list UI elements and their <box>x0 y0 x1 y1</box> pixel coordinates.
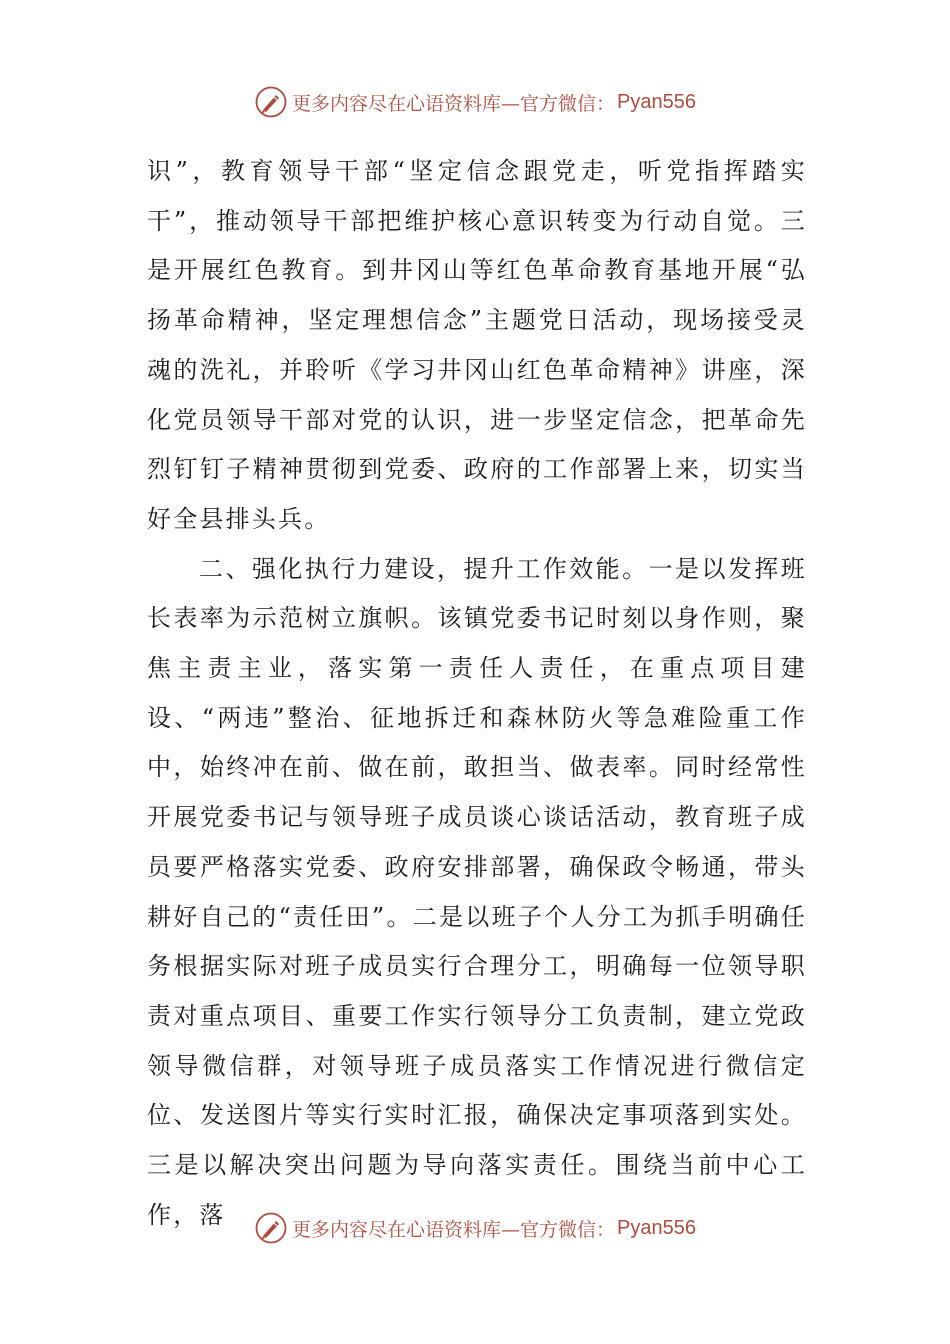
header-wechat-id: Pyan556 <box>617 90 696 113</box>
footer-wechat-id: Pyan556 <box>617 1216 696 1239</box>
paragraph-1: 识”，教育领导干部“坚定信念跟党走，听党指挥踏实干”，推动领导干部把维护核心意识转变为行动自觉。三是开展红色教育。到井冈山等红色革命教育基地开展“弘扬革命精神，坚定理想信念”主题党日活动，现场接受灵魂的洗礼，并聆听《学习井冈山红色革命精神》讲座，深化党员领导干部对党的认识，进一步坚定信念，把革命先烈钉钉子精神贯彻到党委、政府的工作部署上来，切实当好全县排头兵。 <box>147 157 807 533</box>
document-body <box>147 147 807 1240</box>
pen-nib-logo-icon <box>254 1211 288 1245</box>
header-watermark-text: 更多内容尽在心语资料库—官方微信： <box>292 92 616 115</box>
header-watermark <box>0 82 950 122</box>
paragraph-2: 二、强化执行力建设，提升工作效能。一是以发挥班长表率为示范树立旗帜。该镇党委书记时刻以身作则，聚焦主责主业，落实第一责任人责任，在重点项目建设、“两违”整治、征地拆迁和森林防火等急难险重工作中，始终冲在前、做在前，敢担当、做表率。同时经常性开展党委书记与领导班子成员谈心谈话活动，教育班子成员要严格落实党委、政府安排部署，确保政令畅通，带头耕好自己的“责任田”。二是以班子个人分工为抓手明确任务根据实际对班子成员实行合理分工，明确每一位领导职责对重点项目、重要工作实行领导分工负责制，建立党政领导微信群，对领导班子成员落实工作情况进行微信定位、发送图片等实行实时汇报，确保决定事项落到实处。三是以解决突出问题为导向落实责任。围绕当前中心工作，落 <box>147 554 807 1229</box>
footer-watermark <box>0 1208 950 1248</box>
pen-nib-logo-icon <box>254 85 288 119</box>
footer-watermark-text: 更多内容尽在心语资料库—官方微信： <box>292 1218 616 1241</box>
